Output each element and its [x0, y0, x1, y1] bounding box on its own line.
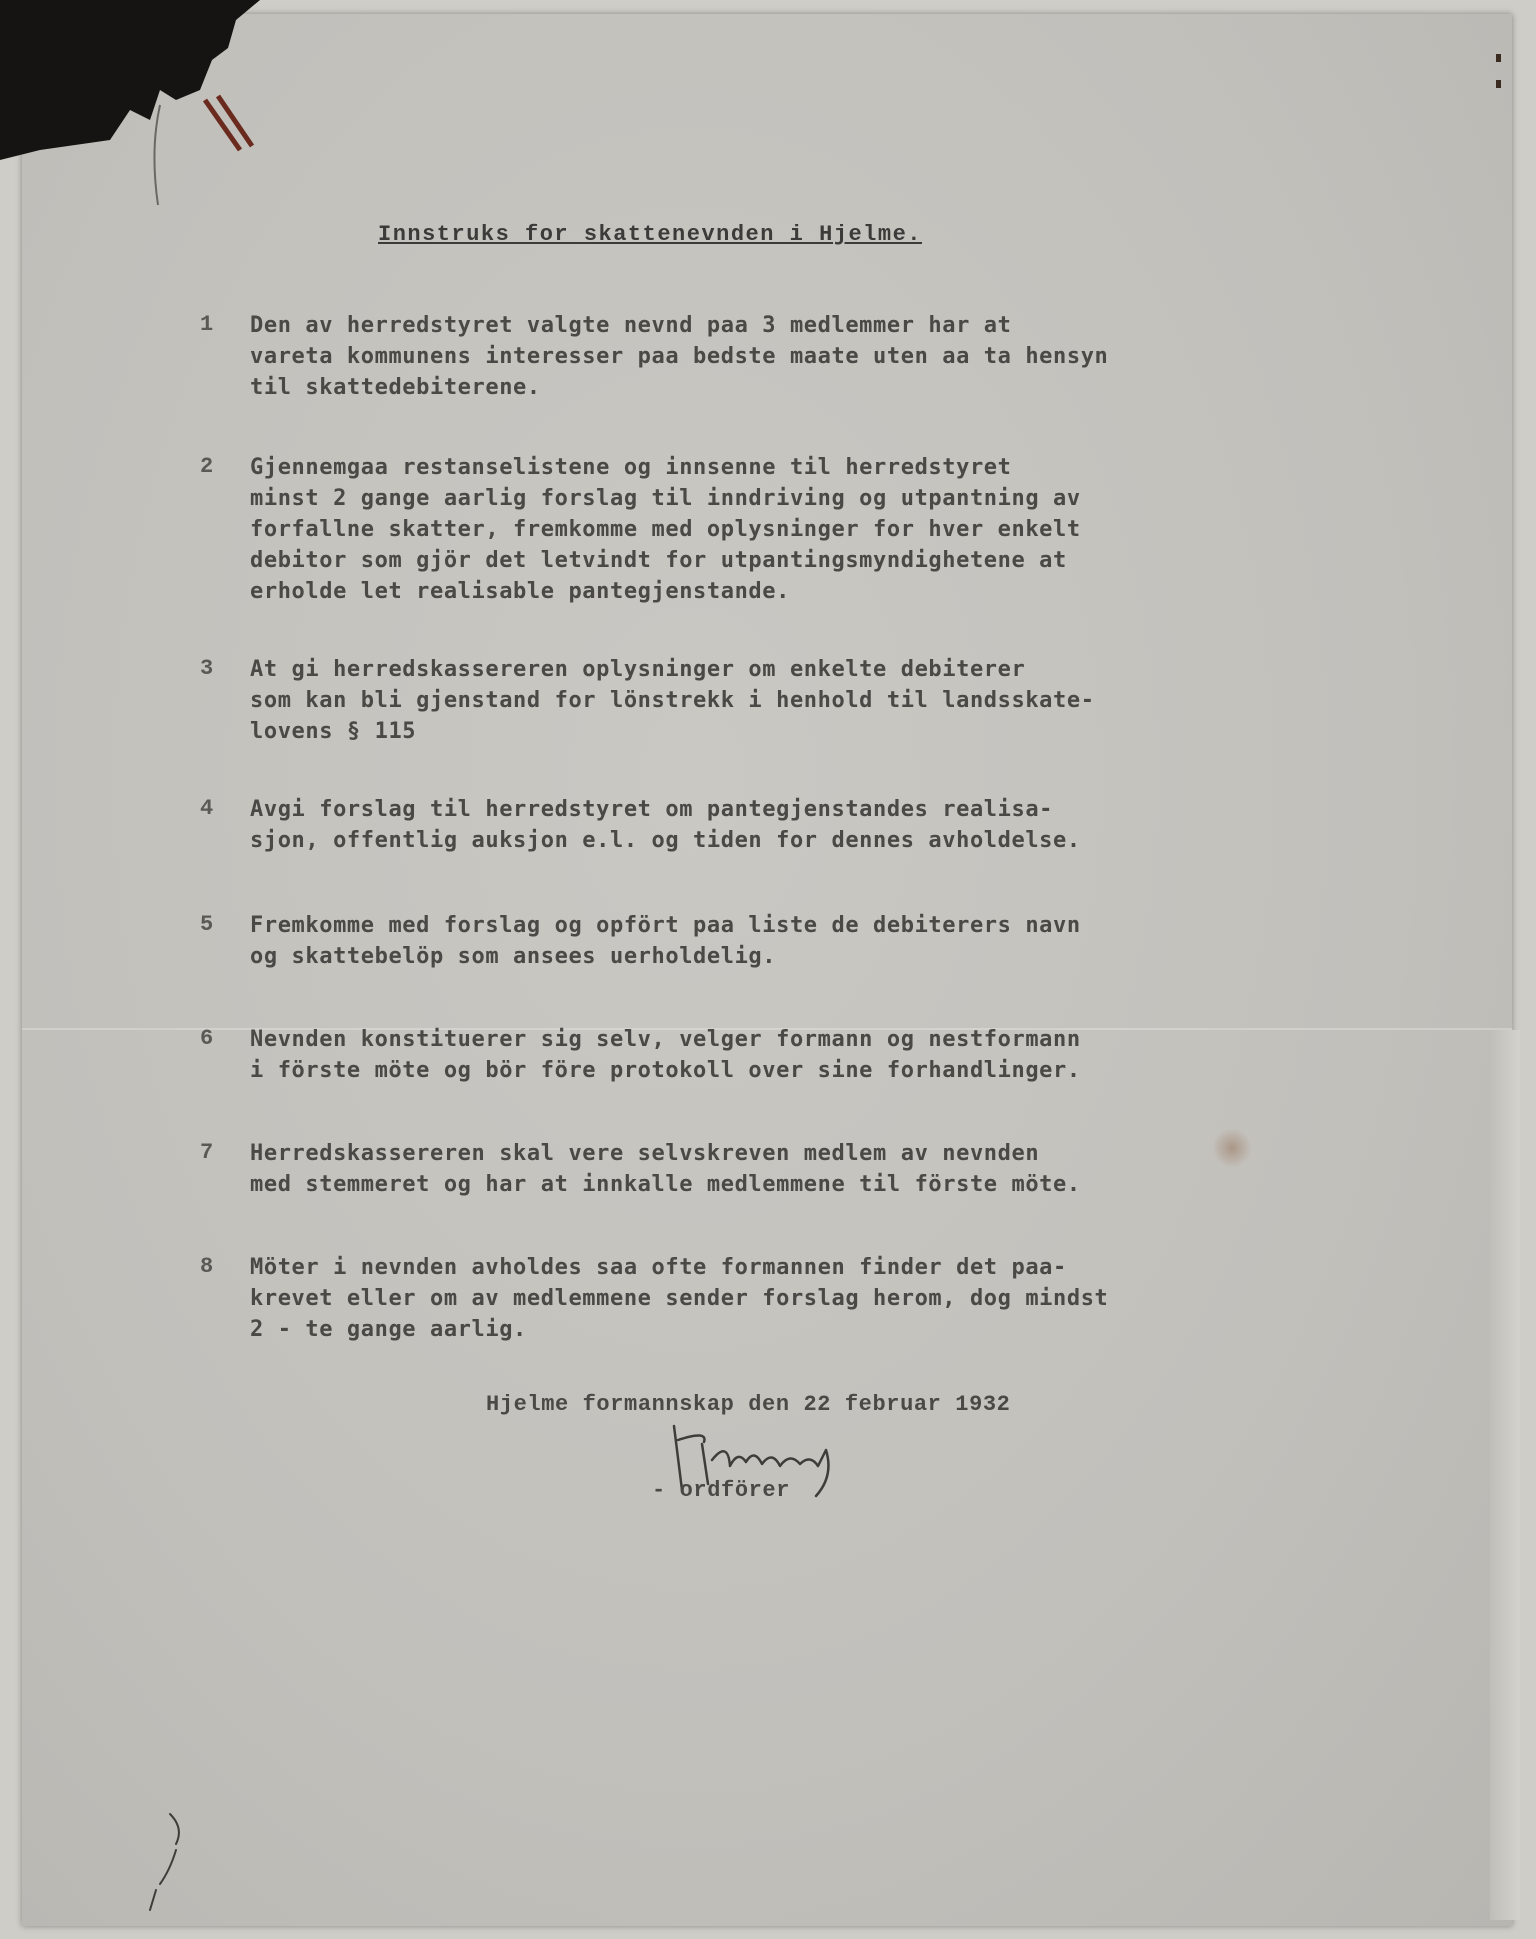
paper-overlap-strip [1490, 1030, 1520, 1920]
paragraph-text: At gi herredskassereren oplysninger om enkelte debiterer som kan bli gjenstand for lönstrekk i henhold til landsskate- lovens § 115 [250, 657, 1095, 744]
paragraph-text: Fremkomme med forslag og opfört paa liste de debiterers navn og skattebelöp som ansees uerholdelig. [250, 913, 1081, 969]
paragraph-number: 6 [200, 1026, 214, 1051]
paragraph-text: Den av herredstyret valgte nevnd paa 3 medlemmer har at vareta kommunens interesser paa bedste maate uten aa ta hensyn til skattedebiterene. [250, 313, 1109, 400]
paragraph-number: 7 [200, 1140, 214, 1165]
paragraph-number: 2 [200, 454, 214, 479]
edge-marks-icon [1492, 52, 1506, 112]
paragraph-text: Avgi forslag til herredstyret om pantegjenstandes realisa- sjon, offentlig auksjon e.l. og tiden for dennes avholdelse. [250, 797, 1081, 853]
signature-role: - ordförer [652, 1478, 791, 1503]
pencil-tick-icon [140, 1810, 200, 1920]
stain-mark [1212, 1128, 1252, 1168]
closing-line: Hjelme formannskap den 22 februar 1932 [486, 1392, 1011, 1417]
document-title: Innstruks for skattenevnden i Hjelme. [378, 222, 922, 247]
paragraph-number: 8 [200, 1254, 214, 1279]
paragraph-text: Gjennemgaa restanselistene og innsenne til herredstyret minst 2 gange aarlig forslag til inndriving og utpantning av forfallne skatter, fremkomme med oplysninger for hver enkelt debitor som gjör det letvindt for utpantingsmyndighetene at erholde let realisable pantegjenstande. [250, 455, 1081, 604]
paragraph-number: 1 [200, 312, 214, 337]
paragraph-text: Möter i nevnden avholdes saa ofte formannen finder det paa- krevet eller om av medlemmene sender forslag herom, dog mindst 2 - te gange aarlig. [250, 1255, 1109, 1342]
torn-corner-icon [0, 0, 260, 170]
paragraph-number: 3 [200, 656, 214, 681]
paragraph-number: 4 [200, 796, 214, 821]
paragraph-text: Nevnden konstituerer sig selv, velger formann og nestformann i förste möte og bör före protokoll over sine forhandlinger. [250, 1027, 1081, 1083]
pencil-mark-icon [140, 100, 180, 210]
paragraph-number: 5 [200, 912, 214, 937]
paragraph-text: Herredskassereren skal vere selvskreven medlem av nevnden med stemmeret og har at innkalle medlemmene til förste möte. [250, 1141, 1081, 1197]
